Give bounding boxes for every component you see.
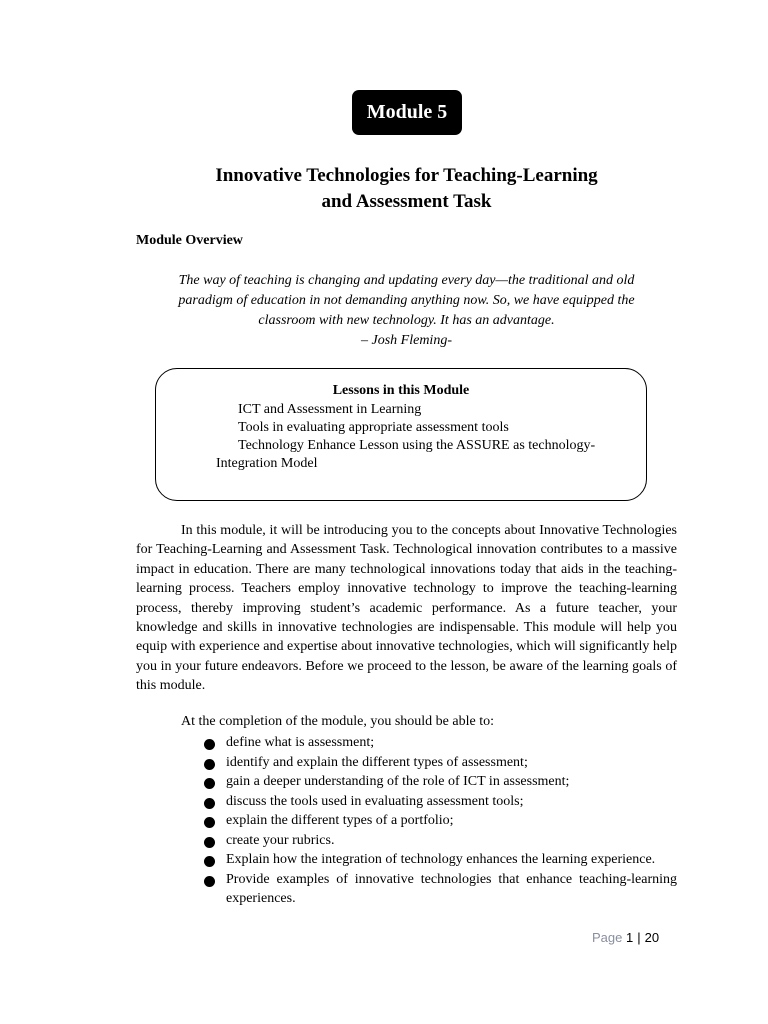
list-item xyxy=(202,753,677,773)
list-item xyxy=(202,850,677,870)
title-line-1: Innovative Technologies for Teaching-Learning xyxy=(215,165,598,186)
title-line-2: and Assessment Task xyxy=(321,191,492,212)
goal-text: explain the different types of a portfolio; xyxy=(226,813,454,828)
lesson-item: ICT and Assessment in Learning xyxy=(238,402,422,417)
list-item xyxy=(202,772,677,792)
bullet-icon xyxy=(204,739,215,750)
bullet-icon xyxy=(204,856,215,867)
list-item xyxy=(202,792,677,812)
page-title xyxy=(136,163,677,215)
page-separator: | xyxy=(637,930,641,945)
goal-text: create your rubrics. xyxy=(226,832,335,848)
bullet-icon xyxy=(204,778,215,789)
bullet-icon xyxy=(204,876,215,887)
bullet-icon xyxy=(204,798,215,809)
quote-line-1: The way of teaching is changing and updating every day—the traditional and old xyxy=(178,273,635,288)
quote-author: – Josh Fleming- xyxy=(361,333,452,348)
quote-line-3: classroom with new technology. It has an advantage. xyxy=(258,313,555,328)
goal-text: Explain how the integration of technology enhances the learning experience. xyxy=(226,852,656,867)
list-item xyxy=(202,811,677,831)
bullet-icon xyxy=(204,759,215,770)
goal-text: discuss the tools used in evaluating assessment tools; xyxy=(226,793,524,809)
bullet-icon xyxy=(204,837,215,848)
lesson-item: Technology Enhance Lesson using the ASSURE as technology- xyxy=(238,438,596,453)
goal-text: gain a deeper understanding of the role of ICT in assessment; xyxy=(226,774,570,789)
goal-text: Provide examples of innovative technologies that enhance teaching-learning experiences. xyxy=(226,871,677,906)
goals-list xyxy=(202,733,677,909)
overview-heading: Module Overview xyxy=(136,233,243,248)
page-number: 1 xyxy=(626,930,634,945)
lesson-item: Tools in evaluating appropriate assessment tools xyxy=(238,420,509,435)
page-label: Page xyxy=(592,930,623,945)
total-pages: 20 xyxy=(644,930,660,945)
list-item xyxy=(202,870,677,909)
intro-paragraph: In this module, it will be introducing you to the concepts about Innovative Technologies for Teaching-Learning and Assessment Task. Technological innovation contributes to a massive impact in education. There are many technological innovations today that aids in the teaching-learning process. Teachers employ innovative technology to improve the teaching-learning process, thereby improving student’s academic performance. As a future teacher, your knowledge and skills in innovative technologies are indispensable. This module will help you equip with experience and expertise about innovative technologies, which will significantly help you in your future endeavors. Before we proceed to the lesson, be aware of the learning goals of this module. xyxy=(136,523,677,694)
module-badge xyxy=(352,90,462,135)
quote-line-2: paradigm of education in not demanding anything now. So, we have equipped the xyxy=(178,293,635,308)
page-number-footer xyxy=(592,930,659,945)
goal-text: identify and explain the different types of assessment; xyxy=(226,754,528,770)
lesson-item-continuation: Integration Model xyxy=(216,456,318,471)
quote-block xyxy=(136,271,677,351)
bullet-icon xyxy=(204,817,215,828)
lessons-box xyxy=(155,368,647,501)
module-label: Module 5 xyxy=(366,101,448,123)
list-item xyxy=(202,831,677,851)
list-item xyxy=(202,733,677,753)
lessons-heading: Lessons in this Module xyxy=(332,383,470,398)
goal-text: define what is assessment; xyxy=(226,735,375,750)
goals-intro: At the completion of the module, you should be able to: xyxy=(181,714,494,729)
